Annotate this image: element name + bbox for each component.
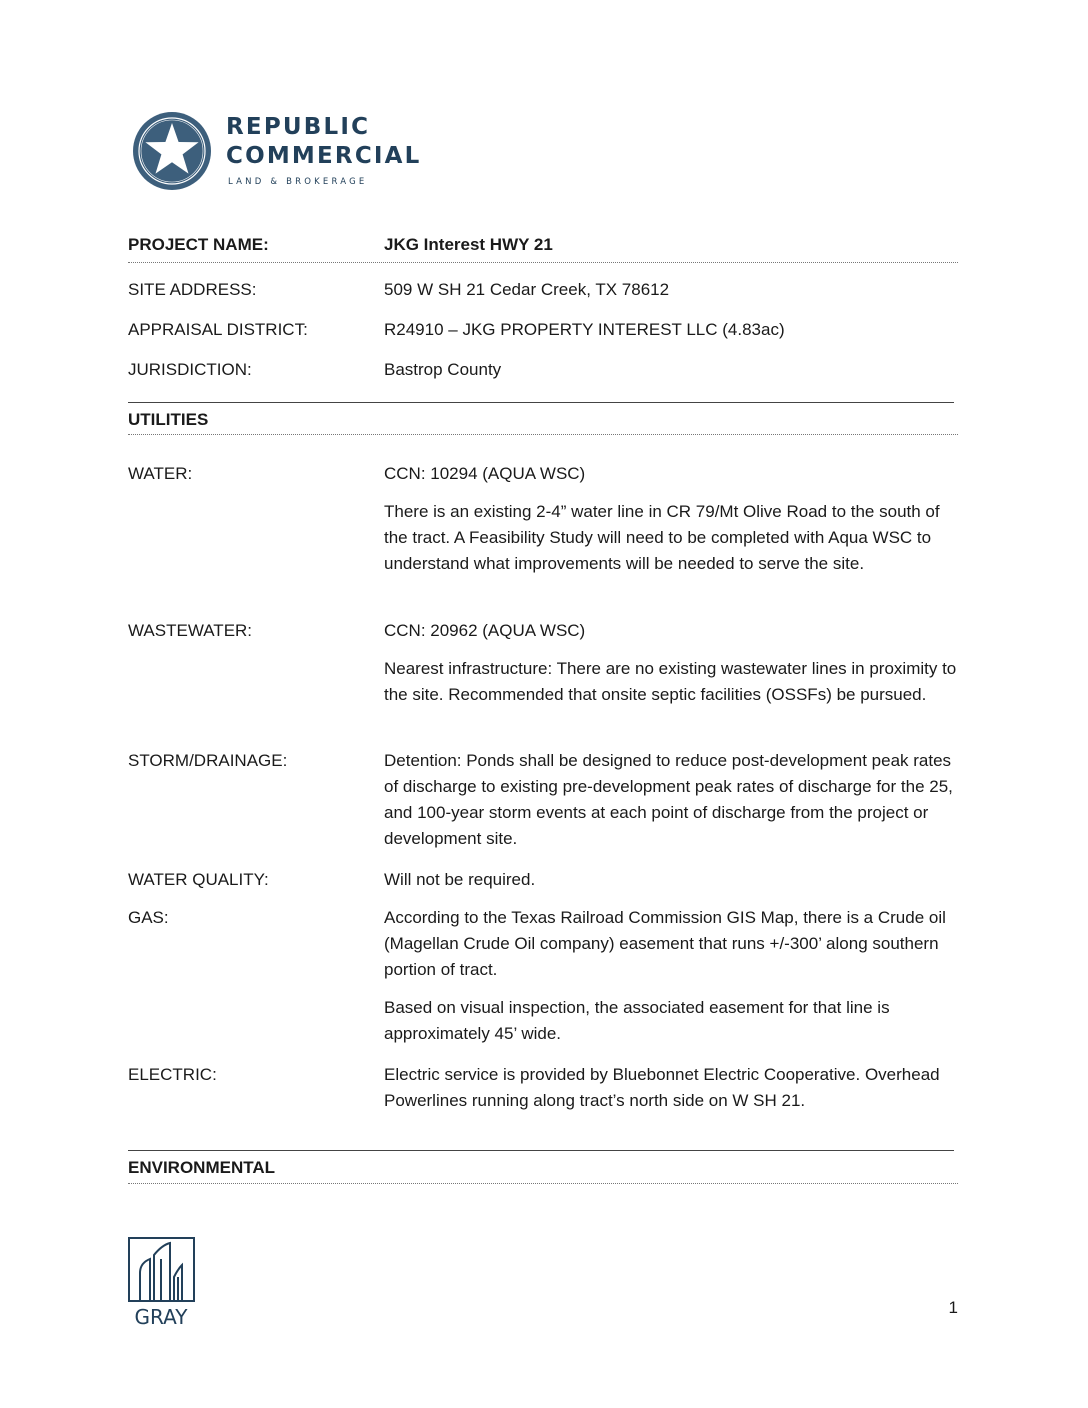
- electric-value: Electric service is provided by Bluebonnet Electric Cooperative. Overhead Powerlines running along tract’s north side on W SH 21.: [384, 1065, 940, 1110]
- gas-value: [384, 905, 958, 1059]
- page-number: 1: [948, 1298, 958, 1317]
- wastewater-description: Nearest infrastructure: There are no existing wastewater lines in proximity to the site. Recommended that onsite septic facilities (OSSFs) be pursued.: [384, 659, 957, 704]
- divider: [128, 262, 958, 263]
- wastewater-value: [384, 618, 958, 720]
- water-quality-value: Will not be required.: [384, 870, 536, 889]
- site-address-value: 509 W SH 21 Cedar Creek, TX 78612: [384, 280, 670, 299]
- site-address-label: SITE ADDRESS:: [128, 280, 257, 299]
- project-name-label: PROJECT NAME:: [128, 235, 269, 254]
- star-seal-icon: [132, 111, 212, 191]
- wastewater-ccn: CCN: 20962 (AQUA WSC): [384, 621, 586, 640]
- electric-label: ELECTRIC:: [128, 1065, 217, 1084]
- water-ccn: CCN: 10294 (AQUA WSC): [384, 464, 586, 483]
- gas-description: According to the Texas Railroad Commission GIS Map, there is a Crude oil (Magellan Crude Oil company) easement that runs +/-300’ along southern portion of tract.: [384, 908, 946, 979]
- gas-easement-note: Based on visual inspection, the associated easement for that line is approximately 45’ wide.: [384, 998, 890, 1043]
- water-label: WATER:: [128, 464, 193, 483]
- wastewater-label: WASTEWATER:: [128, 621, 253, 640]
- divider: [128, 1183, 958, 1184]
- gas-label: GAS:: [128, 908, 169, 927]
- project-name-value: JKG Interest HWY 21: [384, 235, 553, 254]
- water-description: There is an existing 2-4” water line in CR 79/Mt Olive Road to the south of the tract. A Feasibility Study will need to be completed with Aqua WSC to understand what improvements will be needed to serve the site.: [384, 502, 940, 573]
- water-value: [384, 461, 958, 589]
- appraisal-value: R24910 – JKG PROPERTY INTEREST LLC (4.83ac): [384, 320, 785, 339]
- logo-tagline: LAND & BROKERAGE: [228, 177, 368, 187]
- water-quality-label: WATER QUALITY:: [128, 870, 269, 889]
- logo-line-republic: REPUBLIC: [226, 114, 371, 140]
- logo-line-commercial: COMMERCIAL: [226, 143, 422, 169]
- appraisal-label: APPRAISAL DISTRICT:: [128, 320, 308, 339]
- storm-drainage-description: Detention: Ponds shall be designed to reduce post-development peak rates of discharge to existing pre-development peak rates of discharge for the 25, and 100-year storm events at each point of discharge from the project or development site.: [384, 751, 953, 848]
- gray-logo-text: GRAY: [134, 1305, 188, 1327]
- jurisdiction-value: Bastrop County: [384, 360, 502, 379]
- jurisdiction-label: JURISDICTION:: [128, 360, 252, 379]
- buildings-icon: [128, 1237, 196, 1327]
- republic-commercial-logo: [132, 111, 472, 195]
- environmental-heading: ENVIRONMENTAL: [128, 1158, 276, 1177]
- storm-drainage-value: [384, 748, 958, 864]
- logo-wordmark: [226, 113, 422, 171]
- gray-logo: [128, 1237, 196, 1327]
- section-rule: [128, 1150, 954, 1151]
- storm-drainage-label: STORM/DRAINAGE:: [128, 751, 288, 770]
- utilities-heading: UTILITIES: [128, 410, 209, 429]
- divider: [128, 434, 958, 435]
- section-rule: [128, 402, 954, 403]
